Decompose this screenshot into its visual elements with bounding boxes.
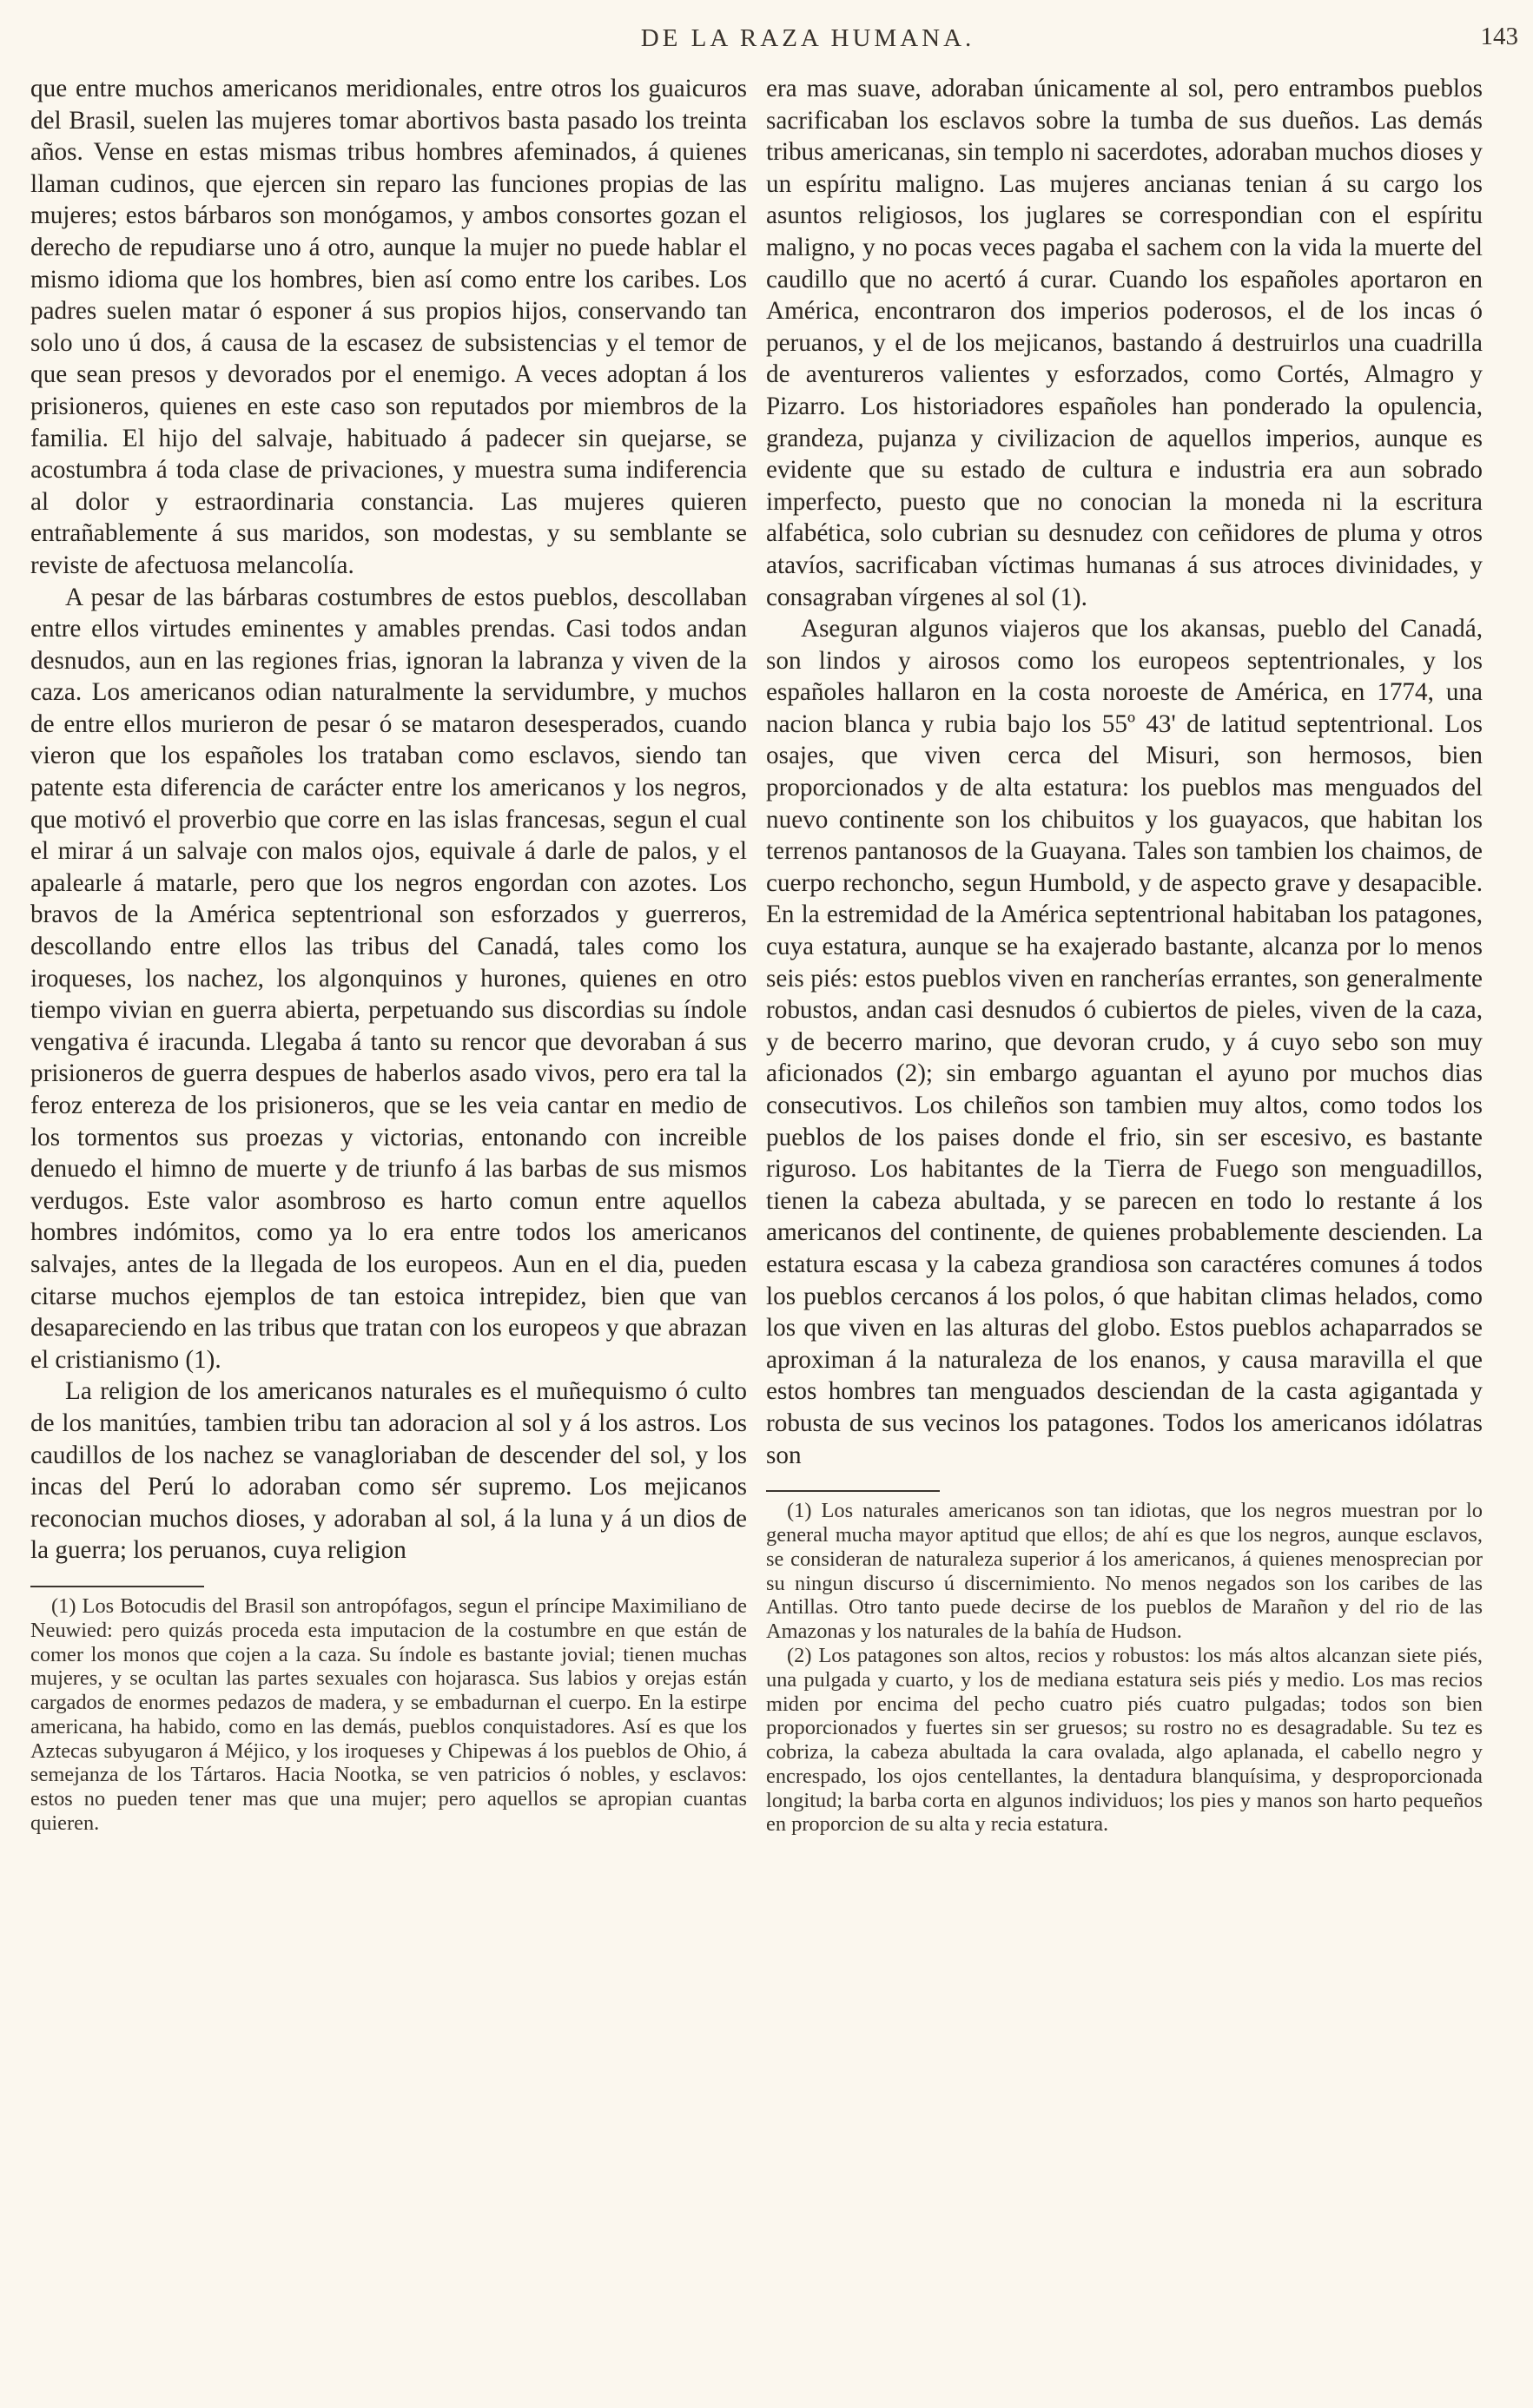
page-number: 143 <box>1480 23 1518 50</box>
paragraph: A pesar de las bárbaras costumbres de estos pueblos, descollaban entre ellos virtudes eminentes y amables prendas. Casi todos andan desnudos, aun en las regiones frias, ignoran la labranza y viven de la caza. Los americanos odian naturalmente la servidumbre, y muchos de entre ellos murieron de pesar ó se mataron desesperados, cuando vieron que los españoles los trataban como esclavos, siendo tan patente esta diferencia de carácter entre los americanos y los negros, que motivó el proverbio que corre en las islas francesas, segun el cual el mirar á un salvaje con malos ojos, equivale á darle de palos, y el apalearle á matarle, pero que los negros engordan con azotes. Los bravos de la América septentrional son esforzados y guerreros, descollando entre ellos las tribus del Canadá, tales como los iroqueses, los nachez, los algonquinos y hurones, quienes en otro tiempo vivian en guerra abierta, perpetuando sus discordias su índole vengativa é iracunda. Llegaba á tanto su rencor que devoraban á sus prisioneros de guerra despues de haberlos asado vivos, pero era tal la feroz entereza de los prisioneros, que se les veia cantar en medio de los tormentos sus proezas y victorias, entonando con increible denuedo el himno de muerte y de triunfo á las barbas de sus mismos verdugos. Este valor asombroso es harto comun entre aquellos hombres indómitos, como ya lo era entre todos los americanos salvajes, antes de la llegada de los europeos. Aun en el dia, pueden citarse muchos ejemplos de tan estoica intrepidez, bien que van desapareciendo en las tribus que tratan con los europeos y que abrazan el cristianismo (1). <box>30 583 747 1374</box>
right-body-text <box>766 73 1483 1471</box>
footnote: (1) Los Botocudis del Brasil son antropófagos, segun el príncipe Maximiliano de Neuwied: pero quizás proceda esta imputacion de la costumbre en que están de comer los monos que cojen a la caza. Su índole es bastante jovial; tienen muchas mujeres, y se ocultan las partes sexuales con hojarasca. Sus labios y orejas están cargados de enormes pedazos de madera, y se embadurnan el cuerpo. En la estirpe americana, ha habido, como en las demás, pueblos conquistadores. Así es que los Aztecas subyugaron á Méjico, y los iroqueses y Chipewas á los pueblos de Ohio, á semejanza de los Tártaros. Hacia Nootka, se ven patricios ó nobles, y esclavos: estos no pueden tener mas que una mujer; pero aquellos se apropian cuantas quieren. <box>30 1593 747 1836</box>
left-column <box>30 73 747 1836</box>
running-title: DE LA RAZA HUMANA. <box>640 24 975 52</box>
left-footnotes <box>30 1594 747 1836</box>
paragraph: era mas suave, adoraban únicamente al sol, pero entrambos pueblos sacrificaban los esclavos sobre la tumba de sus dueños. Las demás tribus americanas, sin templo ni sacerdotes, adoraban muchos dioses y un espíritu maligno. Las mujeres ancianas tenian á su cargo los asuntos religiosos, los juglares se correspondian con el espíritu maligno, y no pocas veces pagaba el sachem con la vida la muerte del caudillo que no acertó á curar. Cuando los españoles aportaron en América, encontraron dos imperios poderosos, el de los incas ó peruanos, y el de los mejicanos, bastando á destruirlos una cuadrilla de aventureros valientes y esforzados, como Cortés, Almagro y Pizarro. Los historiadores españoles han ponderado la opulencia, grandeza, pujanza y civilizacion de aquellos imperios, aunque es evidente que su estado de cultura e industria era aun sobrado imperfecto, puesto que no conocian la moneda ni la escritura alfabética, solo cubrian su desnudez con ceñidores de pluma y otros atavíos, sacrificaban víctimas humanas á sus atroces divinidades, y consagraban vírgenes al sol (1). <box>766 75 1483 611</box>
paragraph: Aseguran algunos viajeros que los akansas, pueblo del Canadá, son lindos y airosos como los europeos septentrionales, y los españoles hallaron en la costa noroeste de América, en 1774, una nacion blanca y rubia bajo los 55º 43' de latitud septentrional. Los osajes, que viven cerca del Misuri, son hermosos, bien proporcionados y de alta estatura: los pueblos mas menguados del nuevo continente son los chibuitos y los guayacos, que habitan los terrenos pantanosos de la Guayana. Tales son tambien los chaimos, de cuerpo rechoncho, segun Humbold, y de aspecto grave y desapacible. En la estremidad de la América septentrional habitaban los patagones, cuya estatura, aunque se ha exajerado bastante, alcanza por lo menos seis piés: estos pueblos viven en rancherías errantes, son generalmente robustos, andan casi desnudos ó cubiertos de pieles, viven de la caza, y de becerro marino, que devoran crudo, y á cuyo sebo son muy aficionados (2); sin embargo aguantan el ayuno por muchos dias consecutivos. Los chileños son tambien muy altos, como todos los pueblos de los paises donde el frio, sin ser escesivo, es bastante riguroso. Los habitantes de la Tierra de Fuego son menguadillos, tienen la cabeza abultada, y se parecen en todo lo restante á los americanos del continente, de quienes probablemente descienden. La estatura escasa y la cabeza grandiosa son caractéres comunes á todos los pueblos cercanos á los polos, ó que habitan climas helados, como los que viven en las alturas del globo. Estos pueblos achaparrados se aproximan á la naturaleza de los enanos, y causa maravilla el que estos hombres tan menguados desciendan de la casta agigantada y robusta de sus vecinos los patagones. Todos los americanos idólatras son <box>766 615 1483 1469</box>
left-body-text <box>30 73 747 1567</box>
paragraph: que entre muchos americanos meridionales, entre otros los guaicuros del Brasil, suelen las mujeres tomar abortivos basta pasado los treinta años. Vense en estas mismas tribus hombres afeminados, á quienes llaman cudinos, que ejercen sin reparo las funciones propias de las mujeres; estos bárbaros son monógamos, y ambos consortes gozan el derecho de repudiarse uno á otro, aunque la mujer no puede hablar el mismo idioma que los hombres, bien así como entre los caribes. Los padres suelen matar ó esponer á sus propios hijos, conservando tan solo uno ú dos, á causa de la escasez de subsistencias y el temor de que sean presos y devorados por el enemigo. A veces adoptan á los prisioneros, quienes en este caso son reputados por miembros de la familia. El hijo del salvaje, habituado á padecer sin quejarse, se acostumbra á toda clase de privaciones, y muestra suma indiferencia al dolor y estraordinaria constancia. Las mujeres quieren entrañablemente á sus maridos, son modestas, y su semblante se reviste de afectuosa melancolía. <box>30 75 747 579</box>
footnote-divider <box>766 1490 940 1492</box>
footnote: (1) Los naturales americanos son tan idiotas, que los negros muestran por lo general mucha mayor aptitud que ellos; de ahí es que los negros, aunque esclavos, se consideran de naturaleza superior á los americanos, á quienes menosprecian por su ningun discurso ú discernimiento. No menos negados son los caribes de las Antillas. Otro tanto puede decirse de los pueblos de Marañon y del rio de las Amazonas y los naturales de la bahía de Hudson. <box>766 1499 1483 1644</box>
right-column <box>766 73 1483 1837</box>
right-footnotes <box>766 1499 1483 1837</box>
footnote: (2) Los patagones son altos, recios y robustos: los más altos alcanzan siete piés, una pulgada y cuarto, y los de mediana estatura seis piés y medio. Los mas recios miden por encima del pecho cuatro piés cuatro pulgadas; todos son bien proporcionados y fuertes sin ser gruesos; su rostro no es desagradable. Su tez es cobriza, la cabeza abultada la cara ovalada, algo aplanada, el cabello negro y encrespado, los ojos centellantes, la dentadura blanquísima, y desproporcionada longitud; la barba corta en algunos individuos; los pies y manos son harto pequeños en proporcion de su alta y recia estatura. <box>766 1643 1483 1837</box>
paragraph: La religion de los americanos naturales es el muñequismo ó culto de los manitúes, tambien tribu tan adoracion al sol y á los astros. Los caudillos de los nachez se vanagloriaban de descender del sol, y los incas del Perú lo adoraban como sér supremo. Los mejicanos reconocian muchos dioses, y adoraban al sol, á la luna y á un dios de la guerra; los peruanos, cuya religion <box>30 1377 747 1565</box>
footnote-divider <box>30 1586 204 1587</box>
